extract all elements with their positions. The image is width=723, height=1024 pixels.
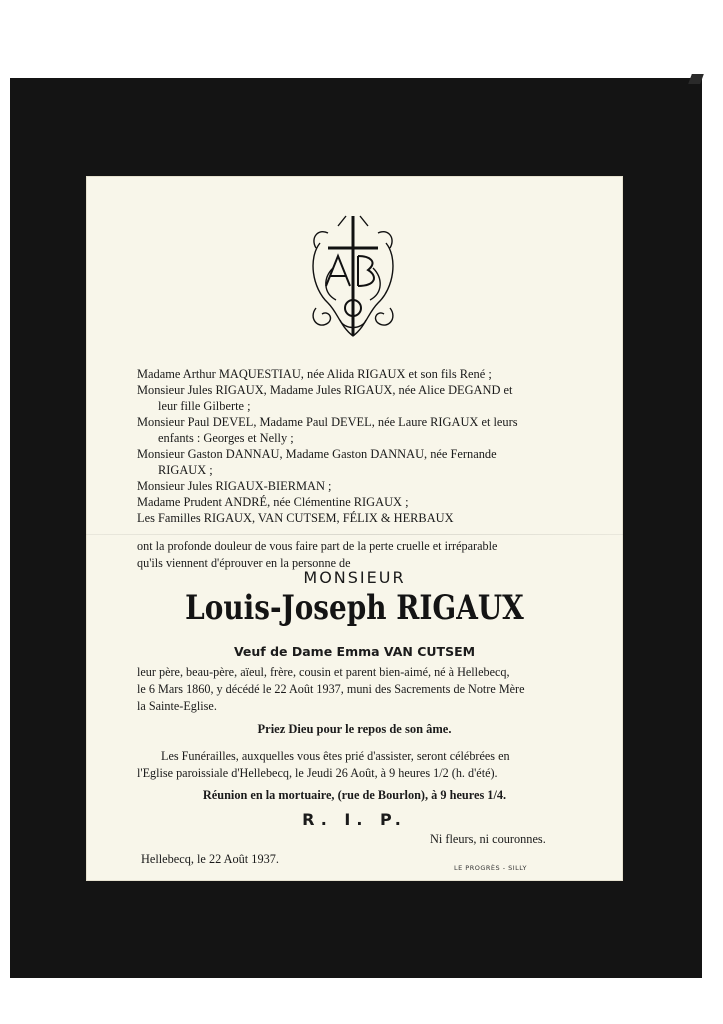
announcement-text (137, 538, 577, 572)
family-line: Madame Prudent ANDRÉ, née Clémentine RIGAUX ; (137, 495, 409, 509)
bio-line: leur père, beau-père, aïeul, frère, cousin et parent bien-aimé, né à Hellebecq, (137, 665, 510, 679)
place-date-line: Hellebecq, le 22 Août 1937. (141, 852, 279, 866)
honorific: MONSIEUR (303, 568, 406, 587)
family-line: Monsieur Jules RIGAUX, Madame Jules RIGAUX, née Alice DEGAND et (137, 383, 513, 397)
announcement-line: ont la profonde douleur de vous faire part de la perte cruelle et irréparable (137, 539, 498, 553)
announcement-line: qu'ils viennent d'éprouver en la personne de (137, 556, 351, 570)
no-flowers-line: Ni fleurs, ni couronnes. (430, 832, 546, 846)
bio-line: le 6 Mars 1860, y décédé le 22 Août 1937, muni des Sacrements de Notre Mère (137, 682, 525, 696)
family-line: Les Familles RIGAUX, VAN CUTSEM, FÉLIX & HERBAUX (137, 511, 454, 525)
funeral-details (137, 748, 577, 782)
widower-line: Veuf de Dame Emma VAN CUTSEM (233, 644, 476, 659)
printer-imprint: LE PROGRÈS - SILLY (454, 864, 528, 872)
family-line: Madame Arthur MAQUESTIAU, née Alida RIGAUX et son fils René ; (137, 367, 492, 381)
gathering-line: Réunion en la mortuaire, (rue de Bourlon), à 9 heures 1/4. (202, 788, 507, 802)
prayer-line: Priez Dieu pour le repos de son âme. (257, 722, 452, 736)
family-line: Monsieur Gaston DANNAU, Madame Gaston DANNAU, née Fernande (137, 447, 497, 461)
death-notice-paper (86, 176, 623, 881)
biography-text (137, 664, 577, 715)
family-line: Monsieur Jules RIGAUX-BIERMAN ; (137, 479, 332, 493)
family-line-continuation: enfants : Georges et Nelly ; (158, 431, 294, 445)
funeral-line: Les Funérailles, auxquelles vous êtes prié d'assister, seront célébrées en (161, 749, 510, 763)
bio-line: la Sainte-Eglise. (137, 699, 217, 713)
funeral-line: l'Eglise paroissiale d'Hellebecq, le Jeudi 26 Août, à 9 heures 1/2 (h. d'été). (137, 766, 498, 780)
family-line-continuation: leur fille Gilberte ; (158, 399, 251, 413)
family-line-continuation: RIGAUX ; (158, 463, 213, 477)
rip-line: R. I. P. (302, 810, 407, 829)
ornamental-monogram-cross-icon (298, 208, 408, 348)
deceased-name: Louis-Joseph RIGAUX (185, 588, 524, 628)
family-line: Monsieur Paul DEVEL, Madame Paul DEVEL, née Laure RIGAUX et leurs (137, 415, 518, 429)
family-list (137, 366, 577, 526)
paper-fold-line (86, 534, 623, 535)
